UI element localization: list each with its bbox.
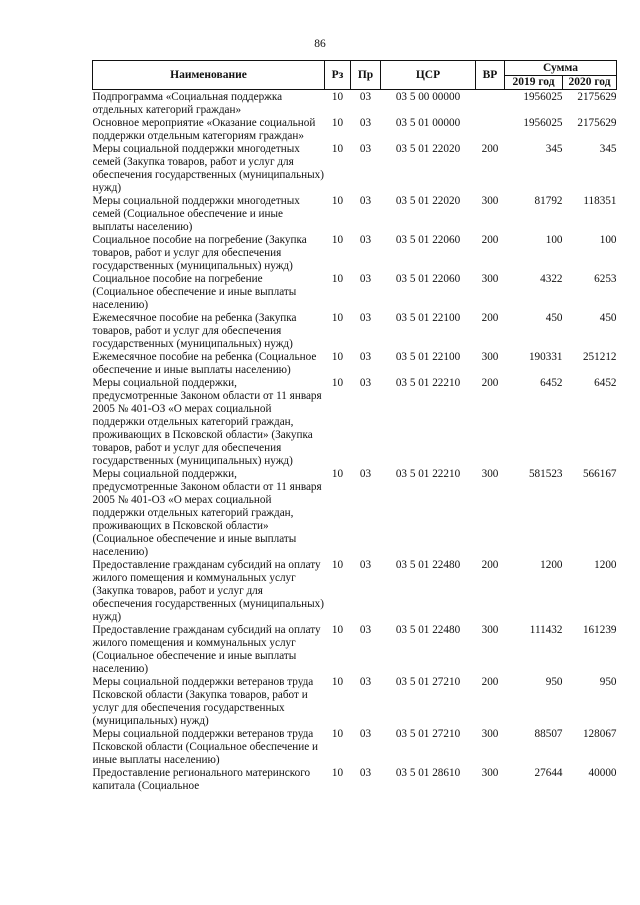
cell-csr: 03 5 01 27210	[395, 676, 461, 688]
cell-name: Предоставление регионального материнского капитала (Социальное	[92, 767, 311, 792]
cell-vr	[476, 90, 505, 118]
cell-sum-2020: 950	[599, 676, 617, 688]
cell-csr: 03 5 01 28610	[395, 767, 461, 779]
cell-pr: 03	[359, 312, 372, 324]
cell-sum-2020: 251212	[582, 351, 617, 363]
cell-name: Предоставление гражданам субсидий на оплату жилого помещения и коммунальных услуг (Закупка товаров, работ и услуг для обеспечения государственных (муниципальных) нужд)	[92, 559, 324, 623]
cell-vr: 300	[481, 728, 499, 740]
cell-sum-2020: 450	[599, 312, 617, 324]
cell-name: Основное мероприятие «Оказание социальной поддержки отдельным категориям граждан»	[92, 117, 316, 142]
cell-name: Меры социальной поддержки многодетных семей (Закупка товаров, работ и услуг для обеспечения государственных (муниципальных) нужд)	[92, 143, 324, 194]
cell-name: Ежемесячное пособие на ребенка (Социальное обеспечение и иные выплаты населению)	[92, 351, 317, 376]
header-name: Наименование	[93, 61, 325, 90]
cell-sum-2020: 566167	[582, 468, 617, 480]
cell-sum-2020: 100	[599, 234, 617, 246]
cell-rz: 10	[331, 143, 344, 155]
cell-rz: 10	[331, 195, 344, 207]
cell-pr: 03	[359, 234, 372, 246]
cell-sum-2019: 950	[545, 676, 563, 688]
cell-vr: 300	[481, 273, 499, 285]
cell-vr: 300	[481, 624, 499, 636]
cell-vr: 300	[481, 351, 499, 363]
cell-csr: 03 5 01 27210	[395, 728, 461, 740]
table-row	[93, 143, 617, 195]
cell-rz: 10	[331, 676, 344, 688]
cell-pr: 03	[359, 195, 372, 207]
header-csr: ЦСР	[381, 61, 476, 90]
cell-csr: 03 5 01 22210	[395, 468, 461, 480]
cell-sum-2019: 88507	[534, 728, 563, 740]
table-row	[93, 273, 617, 312]
cell-rz: 10	[331, 312, 344, 324]
cell-sum-2019: 581523	[528, 468, 563, 480]
cell-rz: 10	[331, 377, 344, 389]
cell-pr: 03	[359, 728, 372, 740]
cell-csr: 03 5 01 22100	[395, 312, 461, 324]
cell-sum-2019: 111432	[529, 624, 563, 636]
cell-vr: 200	[481, 234, 499, 246]
cell-rz: 10	[331, 234, 344, 246]
cell-rz: 10	[331, 767, 344, 779]
cell-name: Меры социальной поддержки, предусмотренные Законом области от 11 января 2005 № 401-ОЗ «О мерах социальной поддержки отдельных категорий граждан, проживающих в Псковской области» (Социальное обеспечение и иные выплаты населению)	[92, 468, 322, 558]
cell-vr: 300	[481, 767, 499, 779]
cell-sum-2020: 6452	[594, 377, 617, 389]
cell-name: Предоставление гражданам субсидий на оплату жилого помещения и коммунальных услуг (Социальное обеспечение и иные выплаты населению)	[92, 624, 321, 675]
cell-name: Социальное пособие на погребение (Социальное обеспечение и иные выплаты населению)	[92, 273, 297, 311]
cell-csr: 03 5 01 00000	[395, 117, 461, 129]
cell-pr: 03	[359, 676, 372, 688]
cell-name: Подпрограмма «Социальная поддержка отдельных категорий граждан»	[92, 91, 283, 116]
cell-pr: 03	[359, 91, 372, 103]
cell-sum-2019: 1200	[540, 559, 563, 571]
cell-sum-2020: 118351	[583, 195, 617, 207]
cell-vr: 200	[481, 312, 499, 324]
cell-sum-2019: 1956025	[523, 91, 563, 103]
cell-sum-2020: 40000	[588, 767, 617, 779]
cell-sum-2019: 450	[545, 312, 563, 324]
cell-pr: 03	[359, 468, 372, 480]
cell-pr: 03	[359, 624, 372, 636]
cell-vr: 200	[481, 559, 499, 571]
table-row	[93, 767, 617, 793]
cell-sum-2019: 345	[545, 143, 563, 155]
table-row	[93, 351, 617, 377]
cell-pr: 03	[359, 117, 372, 129]
cell-csr: 03 5 01 22020	[395, 195, 461, 207]
cell-sum-2019: 27644	[534, 767, 563, 779]
cell-vr: 200	[481, 377, 499, 389]
cell-rz: 10	[331, 468, 344, 480]
cell-name: Меры социальной поддержки, предусмотренные Законом области от 11 января 2005 № 401-ОЗ «О мерах социальной поддержки отдельных категорий граждан, проживающих в Псковской области» (Закупка товаров, работ и услуг для обеспечения государственных (муниципальных) нужд)	[92, 377, 322, 467]
table-body	[93, 90, 617, 794]
cell-rz: 10	[331, 624, 344, 636]
cell-rz: 10	[331, 91, 344, 103]
table-row	[93, 728, 617, 767]
cell-csr: 03 5 01 22480	[395, 624, 461, 636]
table-row	[93, 234, 617, 273]
header-vr: ВР	[476, 61, 505, 90]
cell-sum-2020: 128067	[582, 728, 617, 740]
page-number: 86	[314, 38, 326, 50]
cell-sum-2019: 81792	[534, 195, 563, 207]
cell-pr: 03	[359, 273, 372, 285]
cell-sum-2019: 6452	[540, 377, 563, 389]
cell-rz: 10	[331, 273, 344, 285]
header-sum: Сумма	[505, 61, 617, 76]
cell-sum-2020: 1200	[594, 559, 617, 571]
table-row	[93, 195, 617, 234]
cell-sum-2019: 190331	[528, 351, 563, 363]
cell-pr: 03	[359, 143, 372, 155]
cell-name: Ежемесячное пособие на ребенка (Закупка товаров, работ и услуг для обеспечения государственных (муниципальных) нужд)	[92, 312, 297, 350]
table-row	[93, 676, 617, 728]
cell-rz: 10	[331, 728, 344, 740]
cell-sum-2020: 161239	[582, 624, 617, 636]
cell-sum-2020: 2175629	[577, 117, 617, 129]
cell-name: Меры социальной поддержки многодетных семей (Социальное обеспечение и иные выплаты населению)	[92, 195, 300, 233]
cell-pr: 03	[359, 767, 372, 779]
cell-name: Меры социальной поддержки ветеранов труда Псковской области (Закупка товаров, работ и услуг для обеспечения государственных (муниципальных) нужд)	[92, 676, 314, 727]
table-row	[93, 117, 617, 143]
cell-csr: 03 5 01 22480	[395, 559, 461, 571]
cell-rz: 10	[331, 351, 344, 363]
cell-name: Социальное пособие на погребение (Закупка товаров, работ и услуг для обеспечения государственных (муниципальных) нужд)	[92, 234, 307, 272]
table-row	[93, 90, 617, 118]
table-row	[93, 559, 617, 624]
cell-sum-2020: 2175629	[577, 91, 617, 103]
cell-csr: 03 5 01 22060	[395, 273, 461, 285]
cell-rz: 10	[331, 559, 344, 571]
cell-csr: 03 5 00 00000	[395, 91, 461, 103]
cell-sum-2020: 345	[599, 143, 617, 155]
header-year-2019: 2019 год	[505, 76, 563, 90]
table-row	[93, 468, 617, 559]
cell-sum-2019: 4322	[540, 273, 563, 285]
header-year-2020: 2020 год	[563, 76, 617, 90]
cell-vr: 200	[481, 676, 499, 688]
table-header	[93, 61, 617, 90]
cell-pr: 03	[359, 351, 372, 363]
cell-csr: 03 5 01 22020	[395, 143, 461, 155]
cell-sum-2020: 6253	[594, 273, 617, 285]
table-row	[93, 377, 617, 468]
cell-csr: 03 5 01 22100	[395, 351, 461, 363]
cell-name: Меры социальной поддержки ветеранов труда Псковской области (Социальное обеспечение и иные выплаты населению)	[92, 728, 318, 766]
cell-vr	[476, 117, 505, 143]
cell-vr: 300	[481, 468, 499, 480]
table-row	[93, 624, 617, 676]
header-pr: Пр	[351, 61, 381, 90]
cell-csr: 03 5 01 22060	[395, 234, 461, 246]
cell-sum-2019: 100	[545, 234, 563, 246]
cell-pr: 03	[359, 559, 372, 571]
cell-sum-2019: 1956025	[523, 117, 563, 129]
cell-vr: 300	[481, 195, 499, 207]
cell-pr: 03	[359, 377, 372, 389]
cell-csr: 03 5 01 22210	[395, 377, 461, 389]
table-row	[93, 312, 617, 351]
cell-rz: 10	[331, 117, 344, 129]
header-rz: Рз	[325, 61, 351, 90]
cell-vr: 200	[481, 143, 499, 155]
budget-table	[92, 60, 617, 793]
